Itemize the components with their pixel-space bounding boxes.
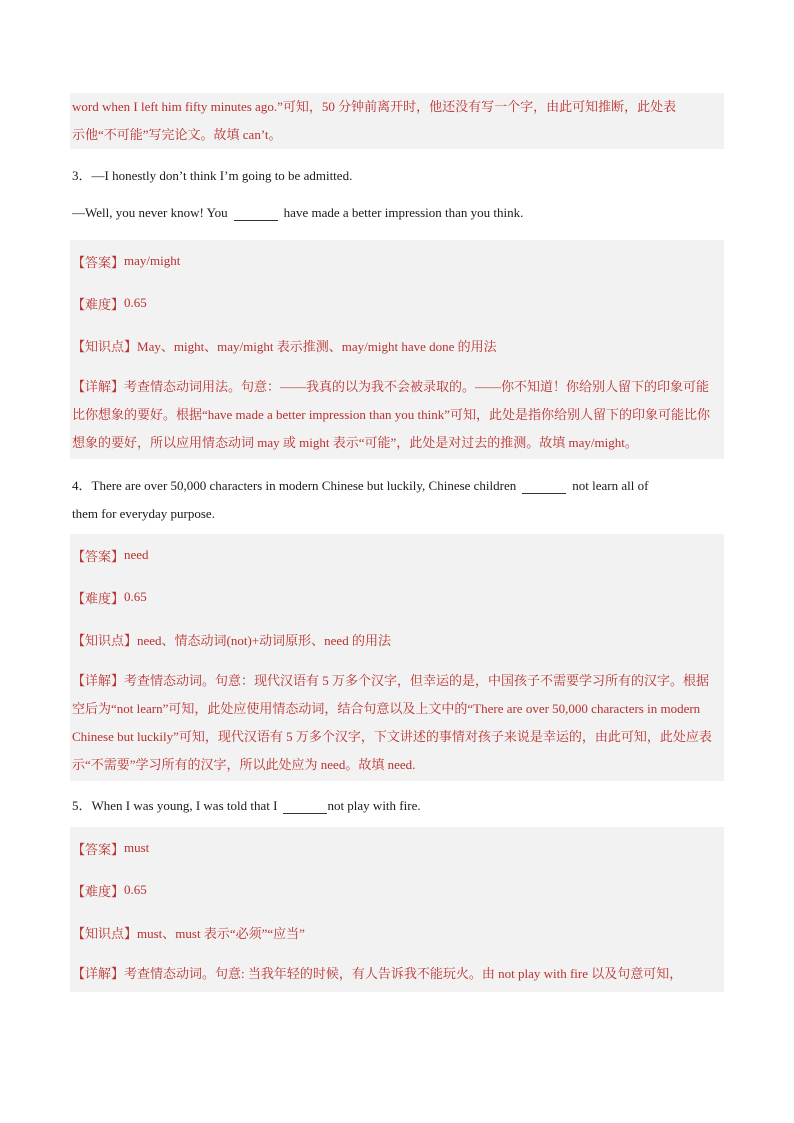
knowledge-row bbox=[70, 618, 724, 660]
detail-text: 考查情态动词用法。句意：——我真的以为我不会被录取的。——你不知道！你给别人留下的印象可能比你想象的要好。根据“have made a better impression than you think”可知，此处是指你给别人留下的印象可能比你想象的要好，所以应用情态动词 may 或 might 表示“可能”，此处是对过去的推测。故填 may/might。 bbox=[72, 379, 711, 450]
question-4-analysis bbox=[70, 534, 724, 781]
question-5-stem bbox=[72, 791, 724, 821]
question-4-stem-part-a: 4．There are over 50,000 characters in modern Chinese but luckily, Chinese children bbox=[72, 478, 517, 493]
question-3-stem-line-2 bbox=[72, 192, 724, 234]
document-page bbox=[70, 93, 724, 992]
knowledge-tag: 【知识点】 bbox=[72, 338, 138, 354]
answer-blank bbox=[234, 206, 278, 221]
question-5-stem-part-b: not play with fire. bbox=[327, 798, 421, 813]
question-4 bbox=[70, 472, 724, 528]
question-5 bbox=[70, 791, 724, 821]
knowledge-value: must、must 表示“必须”“应当” bbox=[137, 925, 305, 941]
prev-detail-line-2: 示他“不可能”写完论文。故填 can’t。 bbox=[72, 127, 282, 142]
answer-row bbox=[70, 827, 724, 869]
answer-value: may/might bbox=[124, 253, 181, 268]
difficulty-tag: 【难度】 bbox=[72, 883, 125, 899]
knowledge-tag: 【知识点】 bbox=[72, 925, 138, 941]
answer-value: must bbox=[124, 840, 150, 855]
difficulty-tag: 【难度】 bbox=[72, 590, 125, 606]
knowledge-value: need、情态动词(not)+动词原形、need 的用法 bbox=[137, 632, 391, 648]
detail-text: 考查情态动词。句意: 当我年轻的时候，有人告诉我不能玩火。由 not play with fire 以及句意可知， bbox=[124, 966, 683, 981]
difficulty-value: 0.65 bbox=[124, 295, 147, 310]
detail-row bbox=[70, 366, 724, 459]
question-3-stem-part-b: have made a better impression than you think. bbox=[283, 205, 524, 220]
knowledge-row bbox=[70, 324, 724, 366]
answer-blank bbox=[283, 799, 327, 814]
answer-tag: 【答案】 bbox=[72, 254, 125, 270]
answer-row bbox=[70, 240, 724, 282]
detail-tag: 【详解】 bbox=[72, 379, 125, 394]
knowledge-value: May、might、may/might 表示推测、may/might have done 的用法 bbox=[137, 338, 497, 354]
detail-tag: 【详解】 bbox=[72, 673, 125, 688]
difficulty-value: 0.65 bbox=[124, 882, 147, 897]
detail-row bbox=[70, 660, 724, 781]
question-4-stem-line-1 bbox=[72, 472, 724, 500]
answer-value: need bbox=[124, 547, 149, 562]
detail-text: 考查情态动词。句意：现代汉语有 5 万多个汉字，但幸运的是，中国孩子不需要学习所有的汉字。根据空后为“not learn”可知，此处应使用情态动词，结合句意以及上文中的“There are over 50,000 characters in modern Chinese but luckily”可知，现代汉语有 5 万多个汉字，下文讲述的事情对孩子来说是幸运的，由此可知，此处应表示“不需要”学习所有的汉字，所以此处应为 need。故填 need. bbox=[72, 673, 712, 772]
answer-tag: 【答案】 bbox=[72, 841, 125, 857]
difficulty-row bbox=[70, 869, 724, 911]
question-4-stem-line-2: them for everyday purpose. bbox=[72, 506, 215, 521]
question-3 bbox=[70, 162, 724, 234]
answer-row bbox=[70, 534, 724, 576]
knowledge-tag: 【知识点】 bbox=[72, 632, 138, 648]
question-5-analysis bbox=[70, 827, 724, 992]
question-4-stem-part-b: not learn all of bbox=[572, 478, 649, 493]
prev-detail-block bbox=[70, 93, 724, 149]
prev-detail-line-1: word when I left him fifty minutes ago.”可知，50 分钟前离开时，他还没有写一个字，由此可知推断，此处表 bbox=[72, 99, 677, 114]
question-3-stem-line-1: 3．—I honestly don’t think I’m going to be admitted. bbox=[72, 168, 353, 183]
difficulty-row bbox=[70, 282, 724, 324]
answer-tag: 【答案】 bbox=[72, 548, 125, 564]
answer-blank bbox=[522, 479, 566, 494]
question-5-stem-part-a: 5．When I was young, I was told that I bbox=[72, 798, 278, 813]
detail-tag: 【详解】 bbox=[72, 966, 125, 981]
question-3-stem-part-a: —Well, you never know! You bbox=[72, 205, 228, 220]
detail-row bbox=[70, 953, 724, 992]
difficulty-tag: 【难度】 bbox=[72, 296, 125, 312]
difficulty-value: 0.65 bbox=[124, 589, 147, 604]
knowledge-row bbox=[70, 911, 724, 953]
question-3-analysis bbox=[70, 240, 724, 459]
difficulty-row bbox=[70, 576, 724, 618]
